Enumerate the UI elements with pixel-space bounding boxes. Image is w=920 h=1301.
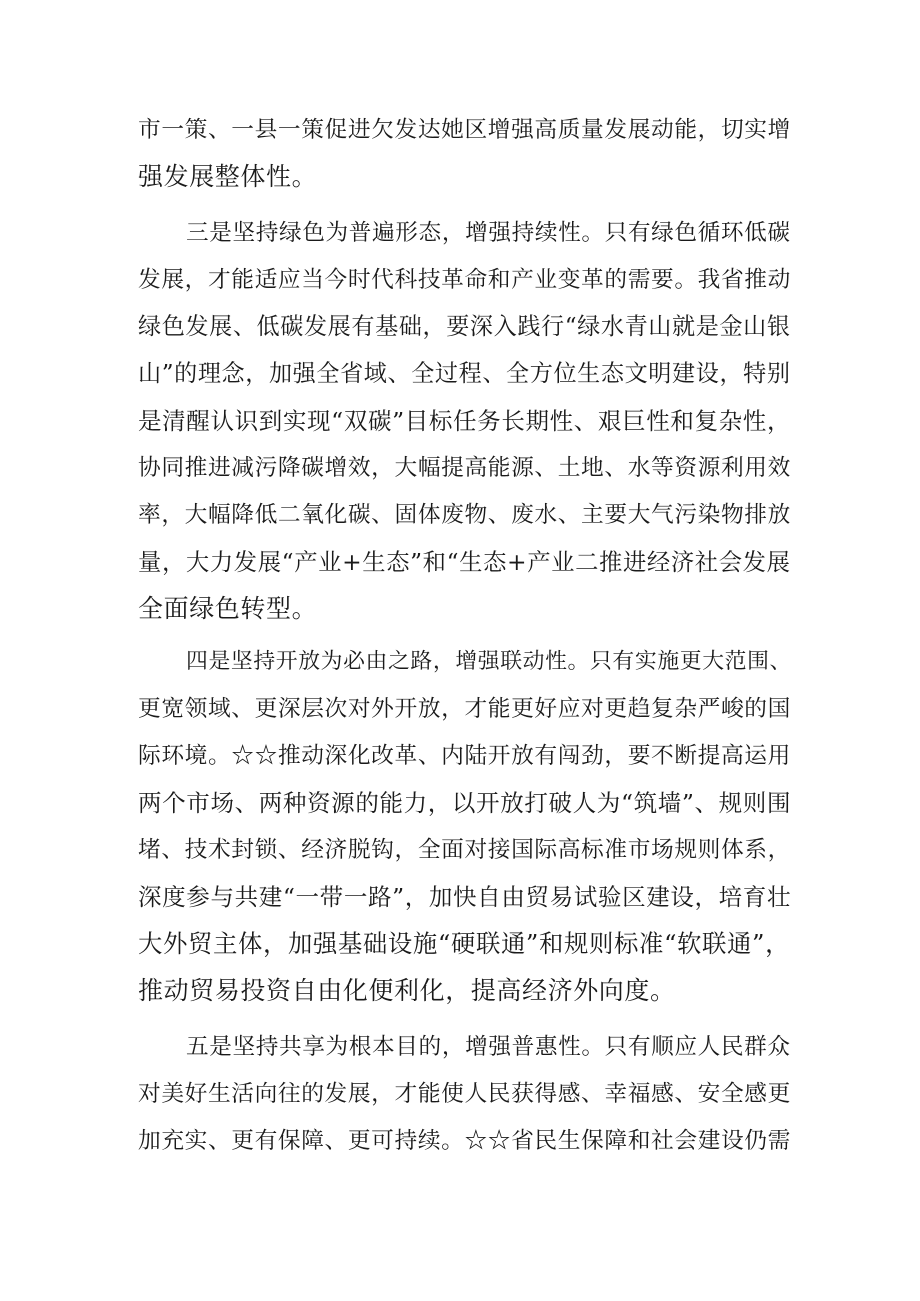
text-line: 量，大力发展“产业+生态”和“生态+产业二推进经济社会发展	[138, 548, 791, 576]
text-line: 率，大幅降低二氧化碳、固体废物、废水、主要大气污染物排放	[138, 502, 791, 528]
text-line: 发展，才能适应当今时代科技革命和产业变革的需要。我省推动	[138, 267, 791, 293]
text-line: 全面绿色转型。	[138, 594, 318, 623]
text-line: 更宽领域、更深层次对外开放，才能更好应对更趋复杂严峻的国	[138, 696, 791, 722]
text-line: 加充实、更有保障、更可持续。☆☆省民生保障和社会建设仍需	[138, 1128, 791, 1154]
text-line: 两个市场、两种资源的能力，以开放打破人为“筑墙”、规则围	[138, 789, 792, 817]
text-line: 对美好生活向往的发展，才能使人民获得感、幸福感、安全感更	[138, 1081, 791, 1107]
text-line: 绿色发展、低碳发展有基础，要深入践行“绿水青山就是金山银	[138, 314, 791, 340]
text-line: 强发展整体性。	[138, 162, 318, 191]
text-line: 四是坚持开放为必由之路，增强联动性。只有实施更大范围、	[186, 649, 792, 674]
text-line: 是清醒认识到实现“双碳”目标任务长期性、艰巨性和复杂性，	[138, 407, 792, 435]
text-line: 际环境。☆☆推动深化改革、内陆开放有闯劲，要不断提高运用	[138, 743, 791, 769]
text-line: 五是坚持共享为根本目的，增强普惠性。只有顺应人民群众	[186, 1034, 791, 1060]
text-line: 深度参与共建“一带一路”，加快自由贸易试验区建设，培育壮	[138, 883, 792, 911]
text-line: 三是坚持绿色为普遍形态，增强持续性。只有绿色循环低碳	[186, 220, 791, 246]
text-line: 山”的理念，加强全省域、全过程、全方位生态文明建设，特别	[138, 361, 791, 387]
text-line: 推动贸易投资自由化便利化，提高经济外向度。	[138, 976, 676, 1005]
text-line: 大外贸主体，加强基础设施“硬联通”和规则标准“软联通”，	[138, 929, 791, 958]
text-line: 协同推进减污降碳增效，大幅提高能源、土地、水等资源利用效	[138, 455, 791, 481]
text-line: 堵、技术封锁、经济脱钩，全面对接国际高标准市场规则体系，	[138, 837, 791, 863]
text-line: 市一策、一县一策促进欠发达她区增强高质量发展动能，切实增	[138, 117, 791, 143]
